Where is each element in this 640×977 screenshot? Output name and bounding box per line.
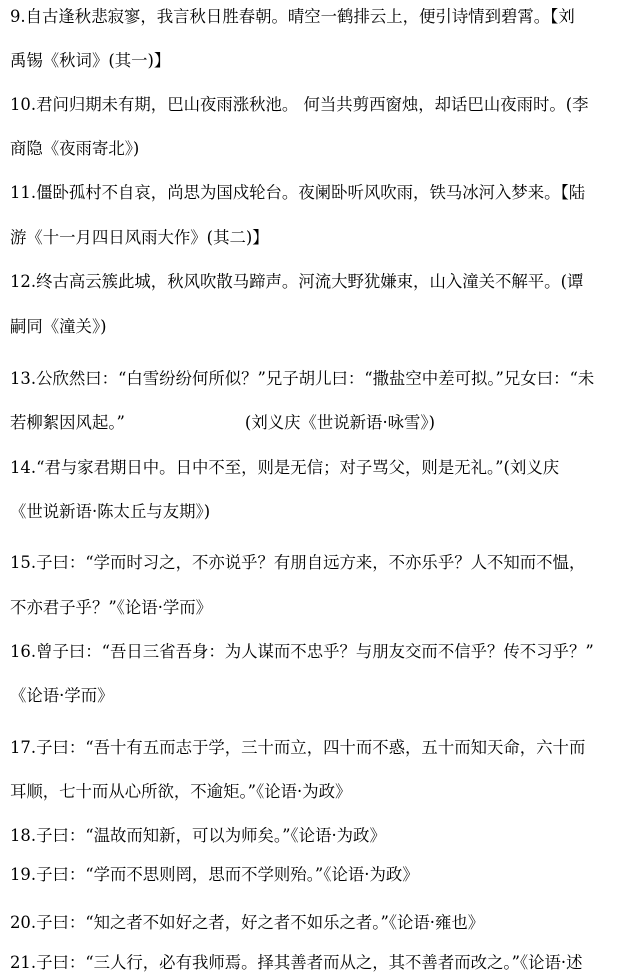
poem-11-line-2: 游《十一月四日风雨大作》(其二)】 [10,228,269,247]
poem-11-line-1: 11.僵卧孤村不自哀，尚思为国戍轮台。夜阑卧听风吹雨，铁马冰河入梦来。【陆 [10,183,586,202]
passage-16-line-2: 《论语·学而》 [10,686,114,705]
passage-14-line-2: 《世说新语·陈太丘与友期》) [10,502,211,521]
passage-13-source: (刘义庆《世说新语·咏雪》) [244,413,436,432]
poem-9-line-1: 9.自古逢秋悲寂寥，我言秋日胜春朝。晴空一鹤排云上，便引诗情到碧霄。【刘 [10,7,575,26]
passage-20-line-1: 20.子曰：“知之者不如好之者，好之者不如乐之者。”《论语·雍也》 [10,913,485,932]
poem-10-line-1: 10.君问归期未有期，巴山夜雨涨秋池。 何当共剪西窗烛，却话巴山夜雨时。(李 [10,95,589,114]
passage-15-line-2: 不亦君子乎？”《论语·学而》 [10,598,213,617]
passage-18-line-1: 18.子曰：“温故而知新，可以为师矣。”《论语·为政》 [10,826,386,845]
poem-10-line-2: 商隐《夜雨寄北》) [10,139,140,158]
passage-13-text: 若柳絮因风起。” [10,413,125,432]
passage-14-line-1: 14.“君与家君期日中。日中不至，则是无信；对子骂父，则是无礼。”(刘义庆 [10,458,560,477]
passage-17-line-1: 17.子曰：“吾十有五而志于学，三十而立，四十而不惑，五十而知天命，六十而 [10,738,586,757]
passage-21-line-1: 21.子曰：“三人行，必有我师焉。择其善者而从之，其不善者而改之。”《论语·述 [10,953,583,972]
passage-16-line-1: 16.曾子曰：“吾日三省吾身：为人谋而不忠乎？与朋友交而不信乎？传不习乎？” [10,642,594,661]
poem-9-line-2: 禹锡《秋词》(其一)】 [10,51,171,70]
passage-15-line-1: 15.子曰：“学而时习之，不亦说乎？有朋自远方来，不亦乐乎？人不知而不愠， [10,553,586,572]
poem-12-line-2: 嗣同《潼关》) [10,317,107,336]
poem-12-line-1: 12.终古高云簇此城，秋风吹散马蹄声。河流大野犹嫌束，山入潼关不解平。(谭 [10,272,584,291]
passage-13-line-2 [10,412,635,434]
passage-17-line-2: 耳顺，七十而从心所欲，不逾矩。”《论语·为政》 [10,782,352,801]
passage-13-line-1: 13.公欣然曰：“白雪纷纷何所似？”兄子胡儿曰：“撒盐空中差可拟。”兄女曰：“未 [10,369,595,388]
passage-19-line-1: 19.子曰：“学而不思则罔，思而不学则殆。”《论语·为政》 [10,865,419,884]
